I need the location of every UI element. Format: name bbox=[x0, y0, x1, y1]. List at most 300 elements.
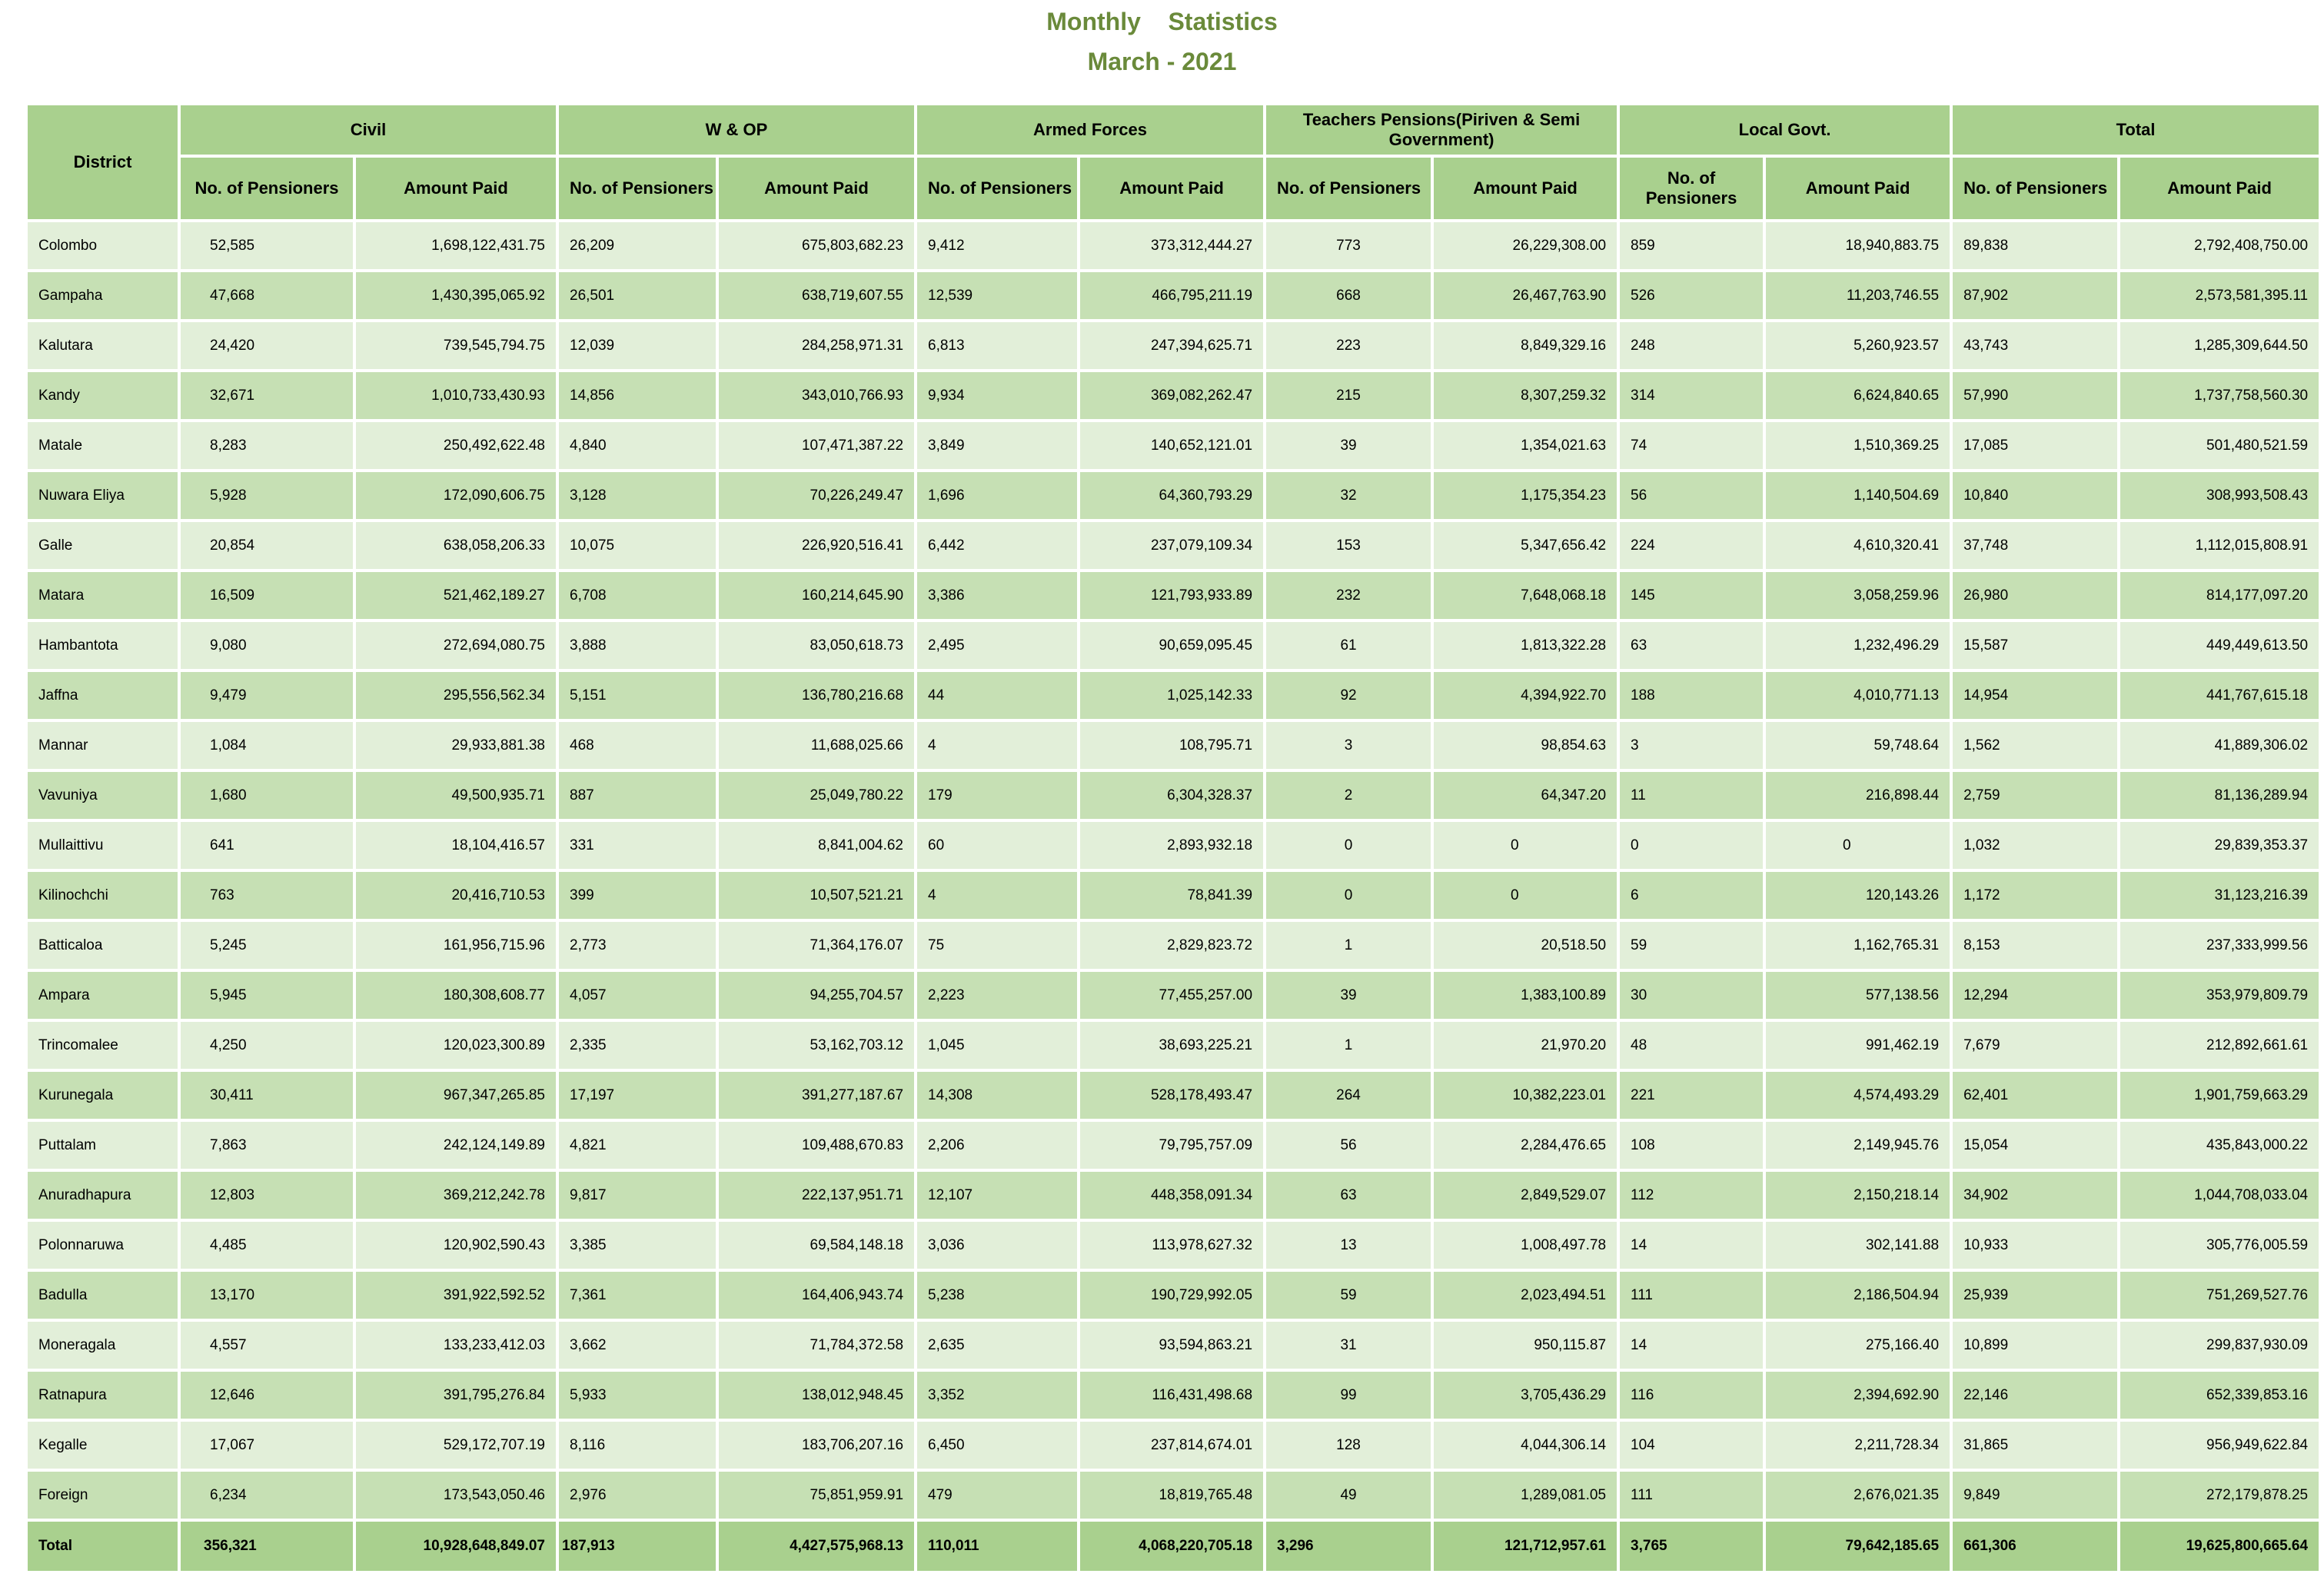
pensioners-cell: 1,045 bbox=[916, 1020, 1079, 1070]
pensioners-cell: 57,990 bbox=[1951, 371, 2119, 421]
amount-cell: 466,795,211.19 bbox=[1079, 271, 1265, 321]
group-header-civil: Civil bbox=[179, 104, 557, 156]
pensioners-cell: 479 bbox=[916, 1470, 1079, 1520]
amount-cell: 7,648,068.18 bbox=[1432, 571, 1618, 620]
pensioners-cell: 6,813 bbox=[916, 321, 1079, 371]
pensioners-cell: 4,250 bbox=[179, 1020, 354, 1070]
amount-cell: 77,455,257.00 bbox=[1079, 970, 1265, 1020]
pensioners-cell: 24,420 bbox=[179, 321, 354, 371]
amount-cell: 391,277,187.67 bbox=[717, 1070, 916, 1120]
pensioners-cell: 17,085 bbox=[1951, 421, 2119, 471]
pensioners-cell: 112 bbox=[1618, 1170, 1764, 1220]
amount-cell: 11,688,025.66 bbox=[717, 720, 916, 770]
pensioners-cell: 32 bbox=[1265, 471, 1432, 521]
total-pensioners-cell: 110,011 bbox=[916, 1520, 1079, 1572]
pensioners-cell: 14,954 bbox=[1951, 670, 2119, 720]
amount-cell: 1,162,765.31 bbox=[1764, 920, 1951, 970]
pensioners-cell: 13,170 bbox=[179, 1270, 354, 1320]
pensioners-cell: 6,708 bbox=[557, 571, 717, 620]
pensioners-cell: 215 bbox=[1265, 371, 1432, 421]
amount-cell: 521,462,189.27 bbox=[354, 571, 557, 620]
amount-cell: 2,676,021.35 bbox=[1764, 1470, 1951, 1520]
amount-cell: 173,543,050.46 bbox=[354, 1470, 557, 1520]
total-pensioners-cell: 661,306 bbox=[1951, 1520, 2119, 1572]
amount-cell: 2,211,728.34 bbox=[1764, 1420, 1951, 1470]
pensioners-cell: 15,054 bbox=[1951, 1120, 2119, 1170]
pensioners-cell: 13 bbox=[1265, 1220, 1432, 1270]
amount-cell: 814,177,097.20 bbox=[2119, 571, 2320, 620]
district-cell: Badulla bbox=[26, 1270, 179, 1320]
district-cell: Hambantota bbox=[26, 620, 179, 670]
table-row bbox=[26, 1220, 2320, 1270]
group-header-wop: W & OP bbox=[557, 104, 916, 156]
district-cell: Colombo bbox=[26, 221, 179, 271]
pensioners-cell: 145 bbox=[1618, 571, 1764, 620]
district-cell: Ampara bbox=[26, 970, 179, 1020]
pensioners-cell: 15,587 bbox=[1951, 620, 2119, 670]
amount-cell: 8,307,259.32 bbox=[1432, 371, 1618, 421]
pensioners-cell: 7,863 bbox=[179, 1120, 354, 1170]
pensioners-cell: 116 bbox=[1618, 1370, 1764, 1420]
amount-cell: 2,849,529.07 bbox=[1432, 1170, 1618, 1220]
amount-cell: 1,383,100.89 bbox=[1432, 970, 1618, 1020]
amount-cell: 1,044,708,033.04 bbox=[2119, 1170, 2320, 1220]
amount-cell: 2,150,218.14 bbox=[1764, 1170, 1951, 1220]
district-cell: Foreign bbox=[26, 1470, 179, 1520]
pensioners-cell: 74 bbox=[1618, 421, 1764, 471]
table-row bbox=[26, 1020, 2320, 1070]
pensioners-cell: 1,696 bbox=[916, 471, 1079, 521]
amount-cell: 6,304,328.37 bbox=[1079, 770, 1265, 820]
pensioners-cell: 52,585 bbox=[179, 221, 354, 271]
table-row bbox=[26, 1070, 2320, 1120]
table-row bbox=[26, 820, 2320, 870]
pensioners-cell: 26,501 bbox=[557, 271, 717, 321]
pensioners-cell: 3,662 bbox=[557, 1320, 717, 1370]
amount-cell: 138,012,948.45 bbox=[717, 1370, 916, 1420]
district-cell: Gampaha bbox=[26, 271, 179, 321]
table-row bbox=[26, 1320, 2320, 1370]
amount-cell: 172,090,606.75 bbox=[354, 471, 557, 521]
amount-cell: 305,776,005.59 bbox=[2119, 1220, 2320, 1270]
district-cell: Matale bbox=[26, 421, 179, 471]
pensioners-cell: 5,245 bbox=[179, 920, 354, 970]
total-amount-cell: 121,712,957.61 bbox=[1432, 1520, 1618, 1572]
table-row bbox=[26, 1120, 2320, 1170]
pensioners-cell: 6,234 bbox=[179, 1470, 354, 1520]
amount-cell: 18,104,416.57 bbox=[354, 820, 557, 870]
amount-cell: 247,394,625.71 bbox=[1079, 321, 1265, 371]
pensioners-cell: 887 bbox=[557, 770, 717, 820]
no-of-pensioners-header: No. of Pensioners bbox=[1618, 156, 1764, 221]
amount-cell: 448,358,091.34 bbox=[1079, 1170, 1265, 1220]
pensioners-cell: 63 bbox=[1618, 620, 1764, 670]
pensioners-cell: 128 bbox=[1265, 1420, 1432, 1470]
pensioners-cell: 232 bbox=[1265, 571, 1432, 620]
amount-cell: 26,467,763.90 bbox=[1432, 271, 1618, 321]
amount-cell: 10,382,223.01 bbox=[1432, 1070, 1618, 1120]
pensioners-cell: 3,128 bbox=[557, 471, 717, 521]
pensioners-cell: 2 bbox=[1265, 770, 1432, 820]
amount-cell: 343,010,766.93 bbox=[717, 371, 916, 421]
amount-cell: 449,449,613.50 bbox=[2119, 620, 2320, 670]
amount-cell: 2,284,476.65 bbox=[1432, 1120, 1618, 1170]
pensioners-cell: 56 bbox=[1265, 1120, 1432, 1170]
amount-cell: 69,584,148.18 bbox=[717, 1220, 916, 1270]
amount-cell: 161,956,715.96 bbox=[354, 920, 557, 970]
no-of-pensioners-header: No. of Pensioners bbox=[1265, 156, 1432, 221]
pensioners-cell: 48 bbox=[1618, 1020, 1764, 1070]
pensioners-cell: 12,539 bbox=[916, 271, 1079, 321]
amount-cell: 71,784,372.58 bbox=[717, 1320, 916, 1370]
pensioners-cell: 331 bbox=[557, 820, 717, 870]
total-pensioners-cell: 187,913 bbox=[557, 1520, 717, 1572]
pensioners-cell: 89,838 bbox=[1951, 221, 2119, 271]
pensioners-cell: 2,635 bbox=[916, 1320, 1079, 1370]
amount-cell: 10,507,521.21 bbox=[717, 870, 916, 920]
amount-cell: 120,902,590.43 bbox=[354, 1220, 557, 1270]
pensioners-cell: 17,197 bbox=[557, 1070, 717, 1120]
pensioners-cell: 111 bbox=[1618, 1270, 1764, 1320]
amount-cell: 26,229,308.00 bbox=[1432, 221, 1618, 271]
pensioners-cell: 179 bbox=[916, 770, 1079, 820]
pensioners-cell: 2,206 bbox=[916, 1120, 1079, 1170]
amount-cell: 652,339,853.16 bbox=[2119, 1370, 2320, 1420]
total-amount-cell: 19,625,800,665.64 bbox=[2119, 1520, 2320, 1572]
amount-cell: 38,693,225.21 bbox=[1079, 1020, 1265, 1070]
pensioners-cell: 3,849 bbox=[916, 421, 1079, 471]
amount-cell: 751,269,527.76 bbox=[2119, 1270, 2320, 1320]
district-cell: Kilinochchi bbox=[26, 870, 179, 920]
pensioners-cell: 14,308 bbox=[916, 1070, 1079, 1120]
amount-cell: 2,023,494.51 bbox=[1432, 1270, 1618, 1320]
amount-cell: 0 bbox=[1764, 820, 1951, 870]
amount-cell: 78,841.39 bbox=[1079, 870, 1265, 920]
district-cell: Kurunegala bbox=[26, 1070, 179, 1120]
amount-cell: 1,285,309,644.50 bbox=[2119, 321, 2320, 371]
pensioners-cell: 4,821 bbox=[557, 1120, 717, 1170]
amount-paid-header: Amount Paid bbox=[1764, 156, 1951, 221]
amount-cell: 98,854.63 bbox=[1432, 720, 1618, 770]
table-row bbox=[26, 471, 2320, 521]
district-cell: Nuwara Eliya bbox=[26, 471, 179, 521]
district-cell: Mannar bbox=[26, 720, 179, 770]
amount-cell: 70,226,249.47 bbox=[717, 471, 916, 521]
amount-cell: 1,140,504.69 bbox=[1764, 471, 1951, 521]
amount-cell: 1,289,081.05 bbox=[1432, 1470, 1618, 1520]
pensioners-cell: 14,856 bbox=[557, 371, 717, 421]
pensioners-cell: 10,840 bbox=[1951, 471, 2119, 521]
table-row bbox=[26, 421, 2320, 471]
amount-cell: 90,659,095.45 bbox=[1079, 620, 1265, 670]
pensioners-cell: 859 bbox=[1618, 221, 1764, 271]
table-row bbox=[26, 1170, 2320, 1220]
amount-cell: 373,312,444.27 bbox=[1079, 221, 1265, 271]
table-row bbox=[26, 1470, 2320, 1520]
amount-cell: 577,138.56 bbox=[1764, 970, 1951, 1020]
pensioners-cell: 2,335 bbox=[557, 1020, 717, 1070]
table-row bbox=[26, 970, 2320, 1020]
amount-cell: 64,360,793.29 bbox=[1079, 471, 1265, 521]
group-header-total: Total bbox=[1951, 104, 2320, 156]
pensioners-cell: 1,084 bbox=[179, 720, 354, 770]
pensioners-cell: 5,933 bbox=[557, 1370, 717, 1420]
pensioners-cell: 153 bbox=[1265, 521, 1432, 571]
amount-cell: 1,010,733,430.93 bbox=[354, 371, 557, 421]
total-pensioners-cell: 3,765 bbox=[1618, 1520, 1764, 1572]
amount-cell: 528,178,493.47 bbox=[1079, 1070, 1265, 1120]
pensioners-cell: 75 bbox=[916, 920, 1079, 970]
no-of-pensioners-header: No. of Pensioners bbox=[1951, 156, 2119, 221]
amount-cell: 353,979,809.79 bbox=[2119, 970, 2320, 1020]
amount-paid-header: Amount Paid bbox=[1432, 156, 1618, 221]
pensioners-cell: 63 bbox=[1265, 1170, 1432, 1220]
pensioners-cell: 3 bbox=[1618, 720, 1764, 770]
table-row bbox=[26, 720, 2320, 770]
amount-cell: 1,510,369.25 bbox=[1764, 421, 1951, 471]
amount-cell: 8,841,004.62 bbox=[717, 820, 916, 870]
pensioners-cell: 25,939 bbox=[1951, 1270, 2119, 1320]
amount-cell: 81,136,289.94 bbox=[2119, 770, 2320, 820]
amount-cell: 164,406,943.74 bbox=[717, 1270, 916, 1320]
district-cell: Jaffna bbox=[26, 670, 179, 720]
pensioners-cell: 5,928 bbox=[179, 471, 354, 521]
amount-cell: 1,430,395,065.92 bbox=[354, 271, 557, 321]
amount-cell: 18,940,883.75 bbox=[1764, 221, 1951, 271]
amount-cell: 2,394,692.90 bbox=[1764, 1370, 1951, 1420]
pensioners-cell: 9,080 bbox=[179, 620, 354, 670]
pensioners-cell: 2,223 bbox=[916, 970, 1079, 1020]
amount-cell: 2,186,504.94 bbox=[1764, 1270, 1951, 1320]
pensioners-cell: 62,401 bbox=[1951, 1070, 2119, 1120]
district-cell: Matara bbox=[26, 571, 179, 620]
group-header-armed-forces: Armed Forces bbox=[916, 104, 1265, 156]
amount-cell: 3,705,436.29 bbox=[1432, 1370, 1618, 1420]
pensioners-cell: 6,442 bbox=[916, 521, 1079, 571]
amount-cell: 675,803,682.23 bbox=[717, 221, 916, 271]
pensioners-cell: 11 bbox=[1618, 770, 1764, 820]
pensioners-cell: 14 bbox=[1618, 1320, 1764, 1370]
amount-cell: 31,123,216.39 bbox=[2119, 870, 2320, 920]
district-cell: Kegalle bbox=[26, 1420, 179, 1470]
amount-cell: 1,901,759,663.29 bbox=[2119, 1070, 2320, 1120]
pensioners-cell: 526 bbox=[1618, 271, 1764, 321]
amount-cell: 8,849,329.16 bbox=[1432, 321, 1618, 371]
group-header-teachers-pensions: Teachers Pensions(Piriven & Semi Government) bbox=[1265, 104, 1618, 156]
amount-cell: 250,492,622.48 bbox=[354, 421, 557, 471]
amount-cell: 1,737,758,560.30 bbox=[2119, 371, 2320, 421]
pensioners-cell: 224 bbox=[1618, 521, 1764, 571]
table-row bbox=[26, 571, 2320, 620]
amount-cell: 308,993,508.43 bbox=[2119, 471, 2320, 521]
amount-cell: 1,354,021.63 bbox=[1432, 421, 1618, 471]
district-cell: Kalutara bbox=[26, 321, 179, 371]
pensioners-cell: 104 bbox=[1618, 1420, 1764, 1470]
group-header-local-govt: Local Govt. bbox=[1618, 104, 1951, 156]
amount-cell: 441,767,615.18 bbox=[2119, 670, 2320, 720]
pensioners-cell: 30,411 bbox=[179, 1070, 354, 1120]
amount-cell: 183,706,207.16 bbox=[717, 1420, 916, 1470]
table-row bbox=[26, 1420, 2320, 1470]
pensioners-cell: 3,036 bbox=[916, 1220, 1079, 1270]
pensioners-cell: 6 bbox=[1618, 870, 1764, 920]
district-cell: Moneragala bbox=[26, 1320, 179, 1370]
amount-cell: 25,049,780.22 bbox=[717, 770, 916, 820]
amount-cell: 435,843,000.22 bbox=[2119, 1120, 2320, 1170]
amount-cell: 272,694,080.75 bbox=[354, 620, 557, 670]
amount-cell: 120,143.26 bbox=[1764, 870, 1951, 920]
pensioners-cell: 30 bbox=[1618, 970, 1764, 1020]
amount-cell: 5,347,656.42 bbox=[1432, 521, 1618, 571]
amount-cell: 21,970.20 bbox=[1432, 1020, 1618, 1070]
no-of-pensioners-header: No. of Pensioners bbox=[179, 156, 354, 221]
pensioners-cell: 59 bbox=[1618, 920, 1764, 970]
pensioners-cell: 3,385 bbox=[557, 1220, 717, 1270]
pensioners-cell: 16,509 bbox=[179, 571, 354, 620]
pensioners-cell: 5,945 bbox=[179, 970, 354, 1020]
amount-cell: 967,347,265.85 bbox=[354, 1070, 557, 1120]
statistics-table bbox=[25, 102, 2322, 1574]
amount-paid-header: Amount Paid bbox=[717, 156, 916, 221]
amount-cell: 2,829,823.72 bbox=[1079, 920, 1265, 970]
amount-cell: 4,574,493.29 bbox=[1764, 1070, 1951, 1120]
amount-cell: 237,079,109.34 bbox=[1079, 521, 1265, 571]
pensioners-cell: 56 bbox=[1618, 471, 1764, 521]
pensioners-cell: 39 bbox=[1265, 970, 1432, 1020]
table-row bbox=[26, 670, 2320, 720]
pensioners-cell: 2,759 bbox=[1951, 770, 2119, 820]
amount-cell: 94,255,704.57 bbox=[717, 970, 916, 1020]
pensioners-cell: 108 bbox=[1618, 1120, 1764, 1170]
amount-cell: 275,166.40 bbox=[1764, 1320, 1951, 1370]
district-cell: Ratnapura bbox=[26, 1370, 179, 1420]
pensioners-cell: 763 bbox=[179, 870, 354, 920]
pensioners-cell: 314 bbox=[1618, 371, 1764, 421]
pensioners-cell: 61 bbox=[1265, 620, 1432, 670]
amount-cell: 242,124,149.89 bbox=[354, 1120, 557, 1170]
amount-cell: 212,892,661.61 bbox=[2119, 1020, 2320, 1070]
table-row bbox=[26, 870, 2320, 920]
pensioners-cell: 92 bbox=[1265, 670, 1432, 720]
amount-cell: 107,471,387.22 bbox=[717, 421, 916, 471]
amount-cell: 190,729,992.05 bbox=[1079, 1270, 1265, 1320]
amount-cell: 59,748.64 bbox=[1764, 720, 1951, 770]
pensioners-cell: 8,283 bbox=[179, 421, 354, 471]
pensioners-cell: 10,075 bbox=[557, 521, 717, 571]
amount-cell: 991,462.19 bbox=[1764, 1020, 1951, 1070]
district-cell: Trincomalee bbox=[26, 1020, 179, 1070]
amount-cell: 53,162,703.12 bbox=[717, 1020, 916, 1070]
amount-cell: 1,232,496.29 bbox=[1764, 620, 1951, 670]
pensioners-cell: 10,933 bbox=[1951, 1220, 2119, 1270]
total-label: Total bbox=[26, 1520, 179, 1572]
pensioners-cell: 2,495 bbox=[916, 620, 1079, 670]
pensioners-cell: 4 bbox=[916, 870, 1079, 920]
pensioners-cell: 5,151 bbox=[557, 670, 717, 720]
amount-cell: 226,920,516.41 bbox=[717, 521, 916, 571]
amount-cell: 180,308,608.77 bbox=[354, 970, 557, 1020]
amount-cell: 11,203,746.55 bbox=[1764, 271, 1951, 321]
amount-cell: 93,594,863.21 bbox=[1079, 1320, 1265, 1370]
pensioners-cell: 39 bbox=[1265, 421, 1432, 471]
pensioners-cell: 37,748 bbox=[1951, 521, 2119, 571]
amount-cell: 140,652,121.01 bbox=[1079, 421, 1265, 471]
amount-cell: 1,112,015,808.91 bbox=[2119, 521, 2320, 571]
amount-cell: 75,851,959.91 bbox=[717, 1470, 916, 1520]
total-amount-cell: 10,928,648,849.07 bbox=[354, 1520, 557, 1572]
pensioners-cell: 34,902 bbox=[1951, 1170, 2119, 1220]
amount-cell: 638,719,607.55 bbox=[717, 271, 916, 321]
amount-cell: 20,518.50 bbox=[1432, 920, 1618, 970]
table-row bbox=[26, 620, 2320, 670]
pensioners-cell: 1,680 bbox=[179, 770, 354, 820]
amount-cell: 71,364,176.07 bbox=[717, 920, 916, 970]
pensioners-cell: 12,039 bbox=[557, 321, 717, 371]
amount-cell: 2,792,408,750.00 bbox=[2119, 221, 2320, 271]
pensioners-cell: 9,479 bbox=[179, 670, 354, 720]
amount-cell: 49,500,935.71 bbox=[354, 770, 557, 820]
amount-cell: 272,179,878.25 bbox=[2119, 1470, 2320, 1520]
total-pensioners-cell: 356,321 bbox=[179, 1520, 354, 1572]
pensioners-cell: 32,671 bbox=[179, 371, 354, 421]
pensioners-cell: 3 bbox=[1265, 720, 1432, 770]
amount-cell: 638,058,206.33 bbox=[354, 521, 557, 571]
pensioners-cell: 9,849 bbox=[1951, 1470, 2119, 1520]
amount-cell: 237,333,999.56 bbox=[2119, 920, 2320, 970]
pensioners-cell: 3,386 bbox=[916, 571, 1079, 620]
district-cell: Galle bbox=[26, 521, 179, 571]
amount-cell: 0 bbox=[1432, 820, 1618, 870]
amount-cell: 0 bbox=[1432, 870, 1618, 920]
amount-cell: 216,898.44 bbox=[1764, 770, 1951, 820]
amount-cell: 369,082,262.47 bbox=[1079, 371, 1265, 421]
pensioners-cell: 4,485 bbox=[179, 1220, 354, 1270]
pensioners-cell: 4 bbox=[916, 720, 1079, 770]
amount-cell: 6,624,840.65 bbox=[1764, 371, 1951, 421]
amount-cell: 739,545,794.75 bbox=[354, 321, 557, 371]
amount-cell: 302,141.88 bbox=[1764, 1220, 1951, 1270]
amount-cell: 1,698,122,431.75 bbox=[354, 221, 557, 271]
pensioners-cell: 8,116 bbox=[557, 1420, 717, 1470]
amount-cell: 1,175,354.23 bbox=[1432, 471, 1618, 521]
page-subtitle: March - 2021 bbox=[1087, 48, 1237, 75]
amount-cell: 133,233,412.03 bbox=[354, 1320, 557, 1370]
pensioners-cell: 44 bbox=[916, 670, 1079, 720]
table-row bbox=[26, 1270, 2320, 1320]
no-of-pensioners-header: No. of Pensioners bbox=[916, 156, 1079, 221]
pensioners-cell: 0 bbox=[1265, 870, 1432, 920]
amount-cell: 83,050,618.73 bbox=[717, 620, 916, 670]
pensioners-cell: 47,668 bbox=[179, 271, 354, 321]
amount-cell: 109,488,670.83 bbox=[717, 1120, 916, 1170]
pensioners-cell: 1,562 bbox=[1951, 720, 2119, 770]
amount-cell: 222,137,951.71 bbox=[717, 1170, 916, 1220]
table-row bbox=[26, 521, 2320, 571]
district-cell: Puttalam bbox=[26, 1120, 179, 1170]
pensioners-cell: 26,209 bbox=[557, 221, 717, 271]
pensioners-cell: 12,803 bbox=[179, 1170, 354, 1220]
pensioners-cell: 12,646 bbox=[179, 1370, 354, 1420]
amount-cell: 1,813,322.28 bbox=[1432, 620, 1618, 670]
amount-cell: 116,431,498.68 bbox=[1079, 1370, 1265, 1420]
amount-cell: 79,795,757.09 bbox=[1079, 1120, 1265, 1170]
pensioners-cell: 1,172 bbox=[1951, 870, 2119, 920]
pensioners-cell: 49 bbox=[1265, 1470, 1432, 1520]
pensioners-cell: 5,238 bbox=[916, 1270, 1079, 1320]
amount-cell: 64,347.20 bbox=[1432, 770, 1618, 820]
pensioners-cell: 0 bbox=[1618, 820, 1764, 870]
amount-cell: 956,949,622.84 bbox=[2119, 1420, 2320, 1470]
